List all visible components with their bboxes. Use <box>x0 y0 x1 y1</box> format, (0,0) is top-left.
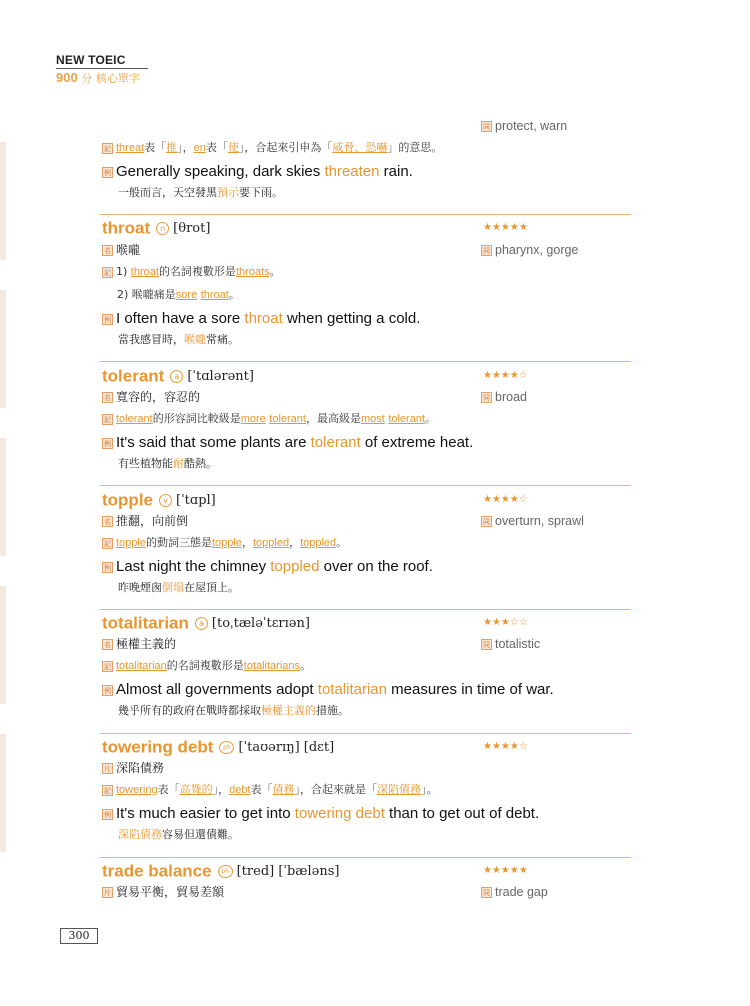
example-icon: 例 <box>104 686 111 695</box>
page-number: 300 <box>60 928 98 944</box>
entry-divider <box>100 733 631 734</box>
example-translation: 當我感冒時，喉嚨常痛。 <box>118 333 239 346</box>
example-icon: 例 <box>104 563 111 572</box>
example-translation: 深陷債務容易但還債難。 <box>118 828 239 841</box>
entry-headword-row <box>102 366 254 387</box>
importance-stars: ★★★★☆ <box>483 370 528 381</box>
headword: tolerant <box>102 366 165 386</box>
etymology-note: 記 towering表「高聳的」，debt表「債務」，合起來就是「深陷債務」。 <box>104 783 438 796</box>
meaning-line: 名 推翻，向前倒 <box>104 514 189 528</box>
meaning-icon: 名 <box>104 247 111 255</box>
side-tab-marker <box>0 734 6 852</box>
meaning-line: 名 喉嚨 <box>104 243 141 257</box>
note-icon: 記 <box>104 539 111 548</box>
entry-headword-row <box>102 490 216 511</box>
phrase-badge: ph <box>219 741 234 754</box>
example-icon: 例 <box>104 439 111 448</box>
pronunciation: [θrot] <box>173 221 211 236</box>
example-icon: 例 <box>104 168 111 177</box>
entry-headword-row <box>102 218 210 239</box>
example-sentence: 例 I often have a sore throat when getting a cold. <box>104 310 421 327</box>
example-sentence: 例 Generally speaking, dark skies threaten rain. <box>104 163 413 180</box>
book-title: NEW TOEIC <box>56 53 126 67</box>
pronunciation: [toˌtæləˈtɛrɪən] <box>211 616 310 631</box>
entry-divider <box>100 361 631 362</box>
side-tab-marker <box>0 290 6 408</box>
importance-stars: ★★★★★ <box>483 222 528 233</box>
headword: totalitarian <box>102 613 189 633</box>
importance-stars: ★★★★★ <box>483 865 528 876</box>
phrase-icon: 片 <box>104 765 111 773</box>
headword: towering debt <box>102 737 214 757</box>
side-tab-marker <box>0 142 6 260</box>
entry-divider <box>100 609 631 610</box>
example-translation: 幾乎所有的政府在戰時都採取極權主義的措施。 <box>118 704 349 717</box>
meaning-icon: 名 <box>104 518 111 526</box>
example-icon: 例 <box>104 315 111 324</box>
example-icon: 例 <box>104 810 111 819</box>
synonym-icon: 同 <box>483 518 490 527</box>
example-sentence: 例 Last night the chimney toppled over on the roof. <box>104 558 433 575</box>
entry-headword-row <box>102 613 310 634</box>
example-translation: 昨晚煙囪倒塌在屋頂上。 <box>118 581 239 594</box>
entry-divider <box>100 857 631 858</box>
example-sentence: 例 It's much easier to get into towering debt than to get out of debt. <box>104 805 540 822</box>
meaning-line: 名 極權主義的 <box>104 637 177 651</box>
usage-note: 記 tolerant的形容詞比較級是more tolerant，最高級是most tolerant。 <box>104 412 437 425</box>
synonym-line: 同 protect, warn <box>483 119 568 133</box>
importance-stars: ★★★★☆ <box>483 494 528 505</box>
example-sentence: 例 Almost all governments adopt totalitarian measures in time of war. <box>104 681 554 698</box>
meaning-icon: 名 <box>104 394 111 402</box>
pronunciation: [ˈtɑpl] <box>176 493 216 508</box>
book-subtitle: 900 分 核心單字 <box>56 70 140 85</box>
example-translation: 一般而言，天空發黑預示要下雨。 <box>118 186 283 199</box>
synonym-line: 同 overturn, sprawl <box>483 514 584 528</box>
entry-divider <box>100 485 631 486</box>
side-tab-marker <box>0 438 6 556</box>
note-icon: 記 <box>104 144 111 153</box>
note-icon: 記 <box>104 662 111 671</box>
headword: throat <box>102 218 151 238</box>
phrase-icon: 片 <box>104 889 111 897</box>
headword: trade balance <box>102 861 212 881</box>
pronunciation: [tred] [ˈbæləns] <box>236 864 340 879</box>
example-translation: 有些植物能耐酷熱。 <box>118 457 217 470</box>
pronunciation: [ˈtaʊərɪŋ] [dɛt] <box>238 740 335 755</box>
example-sentence: 例 It's said that some plants are tolerant of extreme heat. <box>104 434 474 451</box>
entry-headword-row <box>102 737 334 758</box>
synonym-line: 同 pharynx, gorge <box>483 243 579 257</box>
pronunciation: [ˈtɑlərənt] <box>187 369 254 384</box>
etymology-note: 記 threat表「推」，en表「使」，合起來引申為「威脅、恐嚇」的意思。 <box>104 141 443 154</box>
synonym-icon: 同 <box>483 123 490 132</box>
meaning-line: 片 貿易平衡，貿易差額 <box>104 885 225 899</box>
importance-stars: ★★★☆☆ <box>483 617 528 628</box>
entry-headword-row <box>102 861 340 882</box>
importance-stars: ★★★★☆ <box>483 741 528 752</box>
meaning-icon: 名 <box>104 641 111 649</box>
part-of-speech-badge: a <box>170 370 183 383</box>
entry-divider <box>100 214 631 215</box>
header-rule <box>56 68 148 69</box>
synonym-line: 同 trade gap <box>483 885 548 899</box>
phrase-badge: ph <box>218 865 233 878</box>
note-icon: 記 <box>104 268 111 277</box>
part-of-speech-badge: n <box>156 222 169 235</box>
meaning-line: 名 寬容的，容忍的 <box>104 390 201 404</box>
usage-note: 2) 喉嚨痛是sore throat。 <box>117 288 240 301</box>
meaning-line: 片 深陷債務 <box>104 761 165 775</box>
usage-note: 記 topple的動詞三態是topple，toppled，toppled。 <box>104 536 348 549</box>
part-of-speech-badge: a <box>195 617 208 630</box>
synonym-icon: 同 <box>483 641 490 650</box>
running-header <box>56 53 148 85</box>
note-icon: 記 <box>104 786 111 795</box>
synonym-icon: 同 <box>483 247 490 256</box>
headword: topple <box>102 490 153 510</box>
synonym-icon: 同 <box>483 889 490 898</box>
note-icon: 記 <box>104 415 111 424</box>
usage-note: 記 1) throat的名詞複數形是throats。 <box>104 265 281 278</box>
synonym-line: 同 totalistic <box>483 637 541 651</box>
side-tab-marker <box>0 586 6 704</box>
usage-note: 記 totalitarian的名詞複數形是totalitarians。 <box>104 659 312 672</box>
synonym-icon: 同 <box>483 394 490 403</box>
synonym-line: 同 broad <box>483 390 527 404</box>
part-of-speech-badge: v <box>159 494 172 507</box>
